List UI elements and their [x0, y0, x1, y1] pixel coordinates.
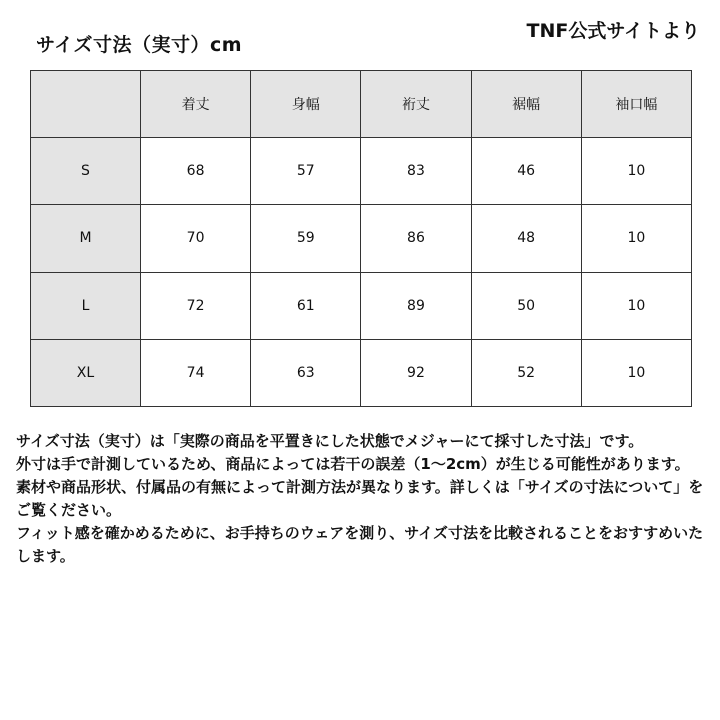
table-cell: 86 — [361, 205, 471, 272]
note-paragraph: サイズ寸法（実寸）は「実際の商品を平置きにした状態でメジャーにて採寸した寸法」です。 — [16, 432, 644, 450]
notes-section — [16, 430, 708, 568]
note-paragraph: 素材や商品形状、付属品の有無によって計測方法が異なります。詳しくは「サイズの寸法について」をご覧ください。 — [16, 478, 704, 519]
table-cell: 63 — [251, 339, 361, 406]
table-corner-cell — [31, 71, 141, 138]
table-cell: 10 — [581, 339, 691, 406]
table-cell: 83 — [361, 138, 471, 205]
size-label: L — [31, 272, 141, 339]
table-row — [31, 272, 692, 339]
column-header: 裾幅 — [471, 71, 581, 138]
table-cell: 10 — [581, 272, 691, 339]
table-cell: 68 — [141, 138, 251, 205]
table-cell: 70 — [141, 205, 251, 272]
table-cell: 72 — [141, 272, 251, 339]
table-row — [31, 339, 692, 406]
column-header: 着丈 — [141, 71, 251, 138]
size-label: S — [31, 138, 141, 205]
size-label: M — [31, 205, 141, 272]
table-cell: 57 — [251, 138, 361, 205]
table-cell: 46 — [471, 138, 581, 205]
table-row — [31, 205, 692, 272]
table-cell: 52 — [471, 339, 581, 406]
table-row — [31, 138, 692, 205]
note-paragraph: 外寸は手で計測しているため、商品によっては若干の誤差（1〜2cm）が生じる可能性があります。 — [16, 455, 690, 473]
page-title: サイズ寸法（実寸）cm — [36, 34, 243, 56]
table-cell: 61 — [251, 272, 361, 339]
column-header: 裄丈 — [361, 71, 471, 138]
table-cell: 74 — [141, 339, 251, 406]
size-table — [30, 70, 692, 407]
column-header: 袖口幅 — [581, 71, 691, 138]
table-cell: 48 — [471, 205, 581, 272]
table-cell: 89 — [361, 272, 471, 339]
table-cell: 92 — [361, 339, 471, 406]
table-cell: 59 — [251, 205, 361, 272]
source-label: TNF公式サイトより — [526, 20, 700, 42]
note-paragraph: フィット感を確かめるために、お手持ちのウェアを測り、サイズ寸法を比較されることをおすすめいたします。 — [16, 524, 704, 565]
table-cell: 10 — [581, 205, 691, 272]
column-header: 身幅 — [251, 71, 361, 138]
table-header-row — [31, 71, 692, 138]
size-label: XL — [31, 339, 141, 406]
table-cell: 10 — [581, 138, 691, 205]
table-cell: 50 — [471, 272, 581, 339]
